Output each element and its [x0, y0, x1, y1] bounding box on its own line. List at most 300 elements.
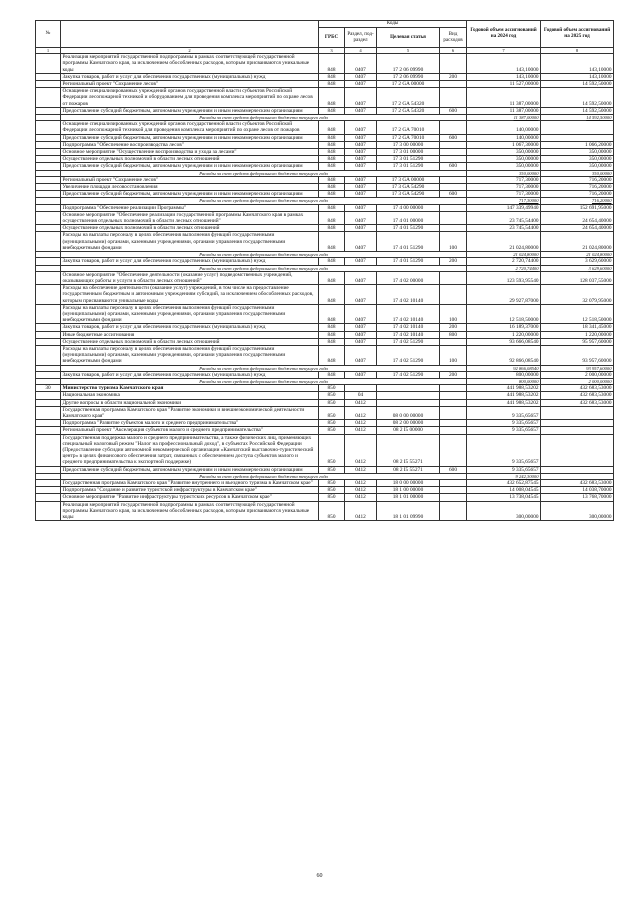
table-row [36, 149, 614, 156]
expense-name: Реализация мероприятий государственной подпрограммы в рамках соответствующей государственной программы Камчатского края, за исключением обособленных расходов, которым присваиваются уникальные коды [61, 501, 319, 521]
amount-2024: 350,00000 [467, 170, 541, 176]
expense-name: Иные бюджетные ассигнования [61, 331, 319, 338]
amount-2025: 128 037,55000 [541, 271, 614, 284]
row-num-cell [36, 406, 61, 419]
table-row [36, 81, 614, 88]
table-row [36, 466, 614, 473]
table-row [36, 331, 614, 338]
amount-2024: 92 866,08540 [467, 345, 541, 365]
article-code: 17 2 GA 70010 [377, 121, 440, 134]
section-code: 0407 [345, 107, 377, 114]
expense-type-code [440, 141, 467, 148]
row-num-cell [36, 392, 61, 399]
section-code: 0407 [345, 285, 377, 305]
section-code: 0407 [345, 211, 377, 224]
amount-2025: 3 629,60000 [541, 258, 614, 265]
grbs-code: 850 [319, 420, 345, 427]
row-num-cell [36, 211, 61, 224]
expense-name: Закупка товаров, работ и услуг для обеспечения государственных (муниципальных) нужд [61, 258, 319, 265]
amount-2024: 29 927,87000 [467, 285, 541, 305]
table-row [36, 211, 614, 224]
grbs-code: 850 [319, 434, 345, 466]
amount-2024: 9 335,65657 [467, 427, 541, 434]
amount-2025 [541, 121, 614, 134]
amount-2024: 441 988,53202 [467, 385, 541, 392]
article-code: 17 4 01 51290 [377, 232, 440, 252]
expense-type-code: 200 [440, 258, 467, 265]
article-code: 17 2 GA 54320 [377, 88, 440, 108]
article-code: 17 4 02 51290 [377, 338, 440, 345]
amount-2024: 140,00000 [467, 121, 541, 134]
table-row [36, 480, 614, 487]
expense-name: Подпрограмма "Развитие субъектов малого и среднего предпринимательства" [61, 420, 319, 427]
expense-type-code [440, 176, 467, 183]
row-num-cell [36, 204, 61, 211]
expense-type-code [440, 156, 467, 163]
row-num-cell: 30 [36, 385, 61, 392]
federal-funds-label: Расходы за счет средств федерального бюджета текущего года [61, 378, 467, 384]
amount-2025 [541, 427, 614, 434]
section-code: 0412 [345, 480, 377, 487]
row-num-cell [36, 176, 61, 183]
amount-2024: 350,00000 [467, 149, 541, 156]
expense-name: Оснащение специализированных учреждений органов государственной власти субъектов Российской Федерации лесопожарной техникой и оборудованием для проведения комплекса мероприятий по охране лесов от пожаров [61, 88, 319, 108]
amount-2024: 11 527,00000 [467, 81, 541, 88]
expense-type-code [440, 121, 467, 134]
amount-2025: 300,00000 [541, 501, 614, 521]
section-code: 0407 [345, 54, 377, 74]
expense-name: Государственная программа Камчатского края "Развитие внутреннего и въездного туризма в Камчатском крае" [61, 480, 319, 487]
federal-funds-label: Расходы за счет средств федерального бюджета текущего года [61, 252, 467, 258]
article-code: 17 2 GA 00000 [377, 81, 440, 88]
article-code: 17 4 01 51290 [377, 258, 440, 265]
expense-type-code: 200 [440, 324, 467, 331]
table-row [36, 399, 614, 406]
article-code [377, 399, 440, 406]
budget-table [35, 20, 614, 521]
amount-2025: 12 518,50000 [541, 304, 614, 324]
expense-type-code [440, 204, 467, 211]
table-row [36, 156, 614, 163]
grbs-code: 848 [319, 141, 345, 148]
amount-2025: 432 683,53000 [541, 392, 614, 399]
grbs-code: 848 [319, 338, 345, 345]
section-code [345, 385, 377, 392]
expense-name: Предоставление субсидий бюджетным, автономным учреждениям и иным некоммерческим организациям [61, 134, 319, 141]
article-code: 17 4 01 51290 [377, 225, 440, 232]
expense-name: Оснащение специализированных учреждений органов государственной власти субъектов Российской Федерации лесопожарной техникой для проведения комплекса мероприятий по охране лесов от пожаров [61, 121, 319, 134]
amount-2024: 717,30000 [467, 184, 541, 191]
amount-2025: 350,00000 [541, 170, 614, 176]
amount-2025: 716,20000 [541, 191, 614, 198]
section-code: 0407 [345, 204, 377, 211]
section-code: 0407 [345, 163, 377, 170]
row-num-cell [36, 121, 61, 134]
article-code: 17 4 02 10140 [377, 324, 440, 331]
grbs-code: 850 [319, 480, 345, 487]
grbs-code: 848 [319, 88, 345, 108]
amount-2024: 21 024,80000 [467, 232, 541, 252]
amount-2025: 143,10000 [541, 54, 614, 74]
section-code: 0407 [345, 324, 377, 331]
grbs-code: 850 [319, 406, 345, 419]
amount-2024: 140,00000 [467, 134, 541, 141]
article-code: 17 4 02 51290 [377, 345, 440, 365]
amount-2025: 14 592,50000 [541, 115, 614, 121]
grbs-code: 850 [319, 392, 345, 399]
section-code: 0407 [345, 184, 377, 191]
grbs-code: 848 [319, 163, 345, 170]
row-num-cell [36, 271, 61, 284]
article-code: 18 1 00 00000 [377, 487, 440, 494]
amount-2025: 350,00000 [541, 163, 614, 170]
amount-2024: 350,00000 [467, 163, 541, 170]
expense-type-code: 200 [440, 73, 467, 80]
federal-funds-label: Расходы за счет средств федерального бюджета текущего года [61, 365, 467, 371]
expense-name: Основное мероприятие "Обеспечение деятельности (оказание услуг) подведомственных учреждений, оказывающих работы и услуги в области лесных отношений" [61, 271, 319, 284]
row-num-cell [36, 54, 61, 74]
article-code: 17 2 GA 70010 [377, 134, 440, 141]
grbs-code: 848 [319, 121, 345, 134]
article-code: 17 4 02 10140 [377, 304, 440, 324]
section-code: 0407 [345, 156, 377, 163]
expense-type-code [440, 501, 467, 521]
article-code: 17 4 02 00000 [377, 271, 440, 284]
article-code: 17 4 00 00000 [377, 204, 440, 211]
row-num-cell [36, 163, 61, 170]
section-code: 0412 [345, 399, 377, 406]
expense-type-code: 600 [440, 134, 467, 141]
section-code: 0412 [345, 501, 377, 521]
article-code: 17 3 00 00000 [377, 141, 440, 148]
amount-2025 [541, 420, 614, 427]
expense-type-code: 600 [440, 163, 467, 170]
grbs-code: 848 [319, 134, 345, 141]
article-code: 17 4 02 51290 [377, 371, 440, 378]
expense-name: Увеличение площади лесовосстановления [61, 184, 319, 191]
amount-2025: 13 768,70000 [541, 494, 614, 501]
expense-type-code [440, 494, 467, 501]
table-row [36, 73, 614, 80]
expense-name: Региональный проект "Акселерация субъектов малого и среднего предпринимательства" [61, 427, 319, 434]
row-num-cell [36, 156, 61, 163]
expense-name: Предоставление субсидий бюджетным, автономным учреждениям и иным некоммерческим организациям [61, 466, 319, 473]
article-code: 17 3 01 51290 [377, 163, 440, 170]
expense-type-code [440, 427, 467, 434]
grbs-code: 848 [319, 258, 345, 265]
table-row [36, 494, 614, 501]
amount-2025: 716,20000 [541, 176, 614, 183]
expense-type-code [440, 285, 467, 305]
amount-2025: 350,00000 [541, 156, 614, 163]
grbs-code: 848 [319, 54, 345, 74]
amount-2024: 11 387,00000 [467, 107, 541, 114]
expense-name: Подпрограмма "Обеспечение реализации Программы" [61, 204, 319, 211]
amount-2025: 1 220,00000 [541, 331, 614, 338]
amount-2025: 14 038,70000 [541, 487, 614, 494]
row-num-cell [36, 466, 61, 473]
amount-2024: 300,00000 [467, 501, 541, 521]
expense-name: Предоставление субсидий бюджетным, автономным учреждениям и иным некоммерческим организациям [61, 163, 319, 170]
ministry-row [36, 385, 614, 392]
amount-2024: 13 738,04545 [467, 494, 541, 501]
header-codes: Коды [319, 21, 467, 28]
amount-2024: 21 024,80000 [467, 252, 541, 258]
table-row [36, 501, 614, 521]
expense-type-code: 100 [440, 304, 467, 324]
expense-name: Осуществление отдельных полномочий в области лесных отношений [61, 156, 319, 163]
amount-2024: 9 335,65657 [467, 406, 541, 419]
row-num-cell [36, 331, 61, 338]
amount-2025: 432 683,53000 [541, 385, 614, 392]
section-code: 0407 [345, 258, 377, 265]
grbs-code: 848 [319, 225, 345, 232]
expense-type-code [440, 184, 467, 191]
amount-2024: 123 593,95540 [467, 271, 541, 284]
section-code: 0407 [345, 232, 377, 252]
table-row [36, 204, 614, 211]
grbs-code: 848 [319, 176, 345, 183]
row-num-cell [36, 88, 61, 108]
amount-2025: 24 654,40000 [541, 225, 614, 232]
grbs-code: 850 [319, 385, 345, 392]
grbs-code: 848 [319, 107, 345, 114]
section-code: 0412 [345, 427, 377, 434]
column-number: 7 [467, 48, 541, 54]
header-grbs: ГРБС [319, 28, 345, 48]
row-num-cell [36, 304, 61, 324]
table-row [36, 191, 614, 198]
expense-type-code [440, 399, 467, 406]
amount-2025 [541, 466, 614, 473]
amount-2025: 1 066,20000 [541, 141, 614, 148]
amount-2025: 350,00000 [541, 149, 614, 156]
table-row [36, 406, 614, 419]
amount-2024: 1 220,00000 [467, 331, 541, 338]
budget-sheet [35, 20, 613, 521]
expense-name: Государственная программа Камчатского края "Развитие экономики и внешнеэкономической деятельности Камчатского края" [61, 406, 319, 419]
row-num-cell [36, 494, 61, 501]
expense-type-code: 200 [440, 371, 467, 378]
expense-type-code: 600 [440, 466, 467, 473]
grbs-code: 850 [319, 494, 345, 501]
amount-2025 [541, 406, 614, 419]
expense-name: Закупка товаров, работ и услуг для обеспечения государственных (муниципальных) нужд [61, 371, 319, 378]
row-num-cell [36, 285, 61, 305]
grbs-code: 848 [319, 149, 345, 156]
table-row [36, 107, 614, 114]
amount-2024: 717,30000 [467, 198, 541, 204]
expense-type-code [440, 480, 467, 487]
section-code: 0407 [345, 345, 377, 365]
section-code: 0412 [345, 420, 377, 427]
amount-2025: 152 691,95000 [541, 204, 614, 211]
amount-2025: 95 957,60000 [541, 338, 614, 345]
amount-2025: 14 592,50000 [541, 88, 614, 108]
expense-name: Закупка товаров, работ и услуг для обеспечения государственных (муниципальных) нужд [61, 73, 319, 80]
grbs-code: 848 [319, 271, 345, 284]
row-num-cell [36, 345, 61, 365]
table-row [36, 134, 614, 141]
expense-type-code [440, 54, 467, 74]
row-num-cell [36, 232, 61, 252]
table-body [36, 54, 614, 521]
amount-2024: 800,00000 [467, 371, 541, 378]
section-code: 0407 [345, 73, 377, 80]
header-article: Целевая статья [377, 28, 440, 48]
grbs-code: 848 [319, 232, 345, 252]
expense-type-code [440, 81, 467, 88]
article-code: 08 2 00 00000 [377, 420, 440, 427]
amount-2025: 716,20000 [541, 184, 614, 191]
section-code: 0412 [345, 466, 377, 473]
table-row [36, 487, 614, 494]
article-code: 17 3 GA 54290 [377, 191, 440, 198]
grbs-code: 848 [319, 345, 345, 365]
grbs-code: 850 [319, 427, 345, 434]
federal-funds-label: Расходы за счет средств федерального бюджета текущего года [61, 265, 467, 271]
article-code [377, 392, 440, 399]
section-code: 0407 [345, 331, 377, 338]
grbs-code: 850 [319, 487, 345, 494]
section-code: 0412 [345, 406, 377, 419]
grbs-code: 848 [319, 324, 345, 331]
amount-2024: 147 339,49940 [467, 204, 541, 211]
expense-name: Министерство туризма Камчатского края [61, 385, 319, 392]
page-number: 60 [316, 873, 323, 879]
article-code: 17 2 06 09990 [377, 73, 440, 80]
amount-2024: 9 335,65657 [467, 420, 541, 427]
expense-name: Основное мероприятие "Осуществление воспроизводства и ухода за лесами" [61, 149, 319, 156]
table-row [36, 271, 614, 284]
header-num: № [36, 21, 61, 48]
expense-name: Региональный проект "Сохранение лесов" [61, 81, 319, 88]
column-number: 3 [319, 48, 345, 54]
amount-2025 [541, 134, 614, 141]
amount-2024: 143,10000 [467, 54, 541, 74]
row-num-cell [36, 149, 61, 156]
expense-type-code: 100 [440, 345, 467, 365]
amount-2025: 14 592,50000 [541, 107, 614, 114]
amount-2024: 143,10000 [467, 73, 541, 80]
amount-2024: 9 242,30000 [467, 473, 541, 479]
amount-2025: 32 079,95000 [541, 285, 614, 305]
expense-name: Другие вопросы в области национальной экономики [61, 399, 319, 406]
table-row [36, 285, 614, 305]
amount-2024: 93 666,08540 [467, 338, 541, 345]
article-code: 17 3 GA 00000 [377, 176, 440, 183]
article-code: 17 2 06 09990 [377, 54, 440, 74]
federal-funds-label: Расходы за счет средств федерального бюджета текущего года [61, 198, 467, 204]
expense-type-code [440, 392, 467, 399]
column-number: 6 [440, 48, 467, 54]
grbs-code: 848 [319, 204, 345, 211]
amount-2024: 92 866,08540 [467, 365, 541, 371]
article-code: 08 2 I5 55271 [377, 434, 440, 466]
expense-name: Основное мероприятие "Обеспечение реализации государственной программы Камчатского края в рамках осуществления отдельных полномочий в области лесных отношений" [61, 211, 319, 224]
amount-2025: 432 683,53000 [541, 399, 614, 406]
grbs-code: 848 [319, 81, 345, 88]
expense-name: Расходы на выплаты персоналу в целях обеспечения выполнения функций государственными (муниципальными) органами, казенными учреждениями, органами управления государственными внебюджетными фондами [61, 304, 319, 324]
table-row [36, 232, 614, 252]
expense-name: Национальная экономика [61, 392, 319, 399]
article-code: 17 4 01 00000 [377, 211, 440, 224]
section-code: 0407 [345, 225, 377, 232]
amount-2024: 717,30000 [467, 176, 541, 183]
section-code: 0407 [345, 121, 377, 134]
expense-name: Региональный проект "Сохранение лесов" [61, 176, 319, 183]
section-code: 0412 [345, 434, 377, 466]
table-row [36, 54, 614, 74]
expense-name: Расходы на обеспечение деятельности (оказание услуг) учреждений, в том числе на предоставление государственным бюджетным и автономным учреждениям субсидий, за исключением обособленных расходов, которым присваиваются уникальные коды [61, 285, 319, 305]
section-code: 0407 [345, 149, 377, 156]
section-code: 0407 [345, 371, 377, 378]
grbs-code: 848 [319, 371, 345, 378]
row-num-cell [36, 427, 61, 434]
section-code: 0412 [345, 487, 377, 494]
column-number: 4 [345, 48, 377, 54]
row-num-cell [36, 107, 61, 114]
article-code: 17 3 01 00000 [377, 149, 440, 156]
table-row [36, 434, 614, 466]
section-code: 04 [345, 392, 377, 399]
row-num-cell [36, 184, 61, 191]
grbs-code: 848 [319, 191, 345, 198]
article-code: 17 4 02 10140 [377, 285, 440, 305]
article-code: 17 4 02 10140 [377, 331, 440, 338]
amount-2025 [541, 434, 614, 466]
amount-2025: 93 957,60000 [541, 345, 614, 365]
expense-name: Расходы на выплаты персоналу в целях обеспечения выполнения функций государственными (муниципальными) органами, казенными учреждениями, органами управления государственными внебюджетными фондами [61, 345, 319, 365]
section-code: 0407 [345, 141, 377, 148]
row-num-cell [36, 225, 61, 232]
section-code: 0407 [345, 176, 377, 183]
table-row [36, 121, 614, 134]
expense-type-code [440, 434, 467, 466]
row-num-cell [36, 338, 61, 345]
amount-2025: 716,20000 [541, 198, 614, 204]
amount-2025: 21 024,80000 [541, 232, 614, 252]
amount-2024: 1 067,30000 [467, 141, 541, 148]
column-number: 5 [377, 48, 440, 54]
article-code: 18 1 01 09990 [377, 501, 440, 521]
table-row [36, 163, 614, 170]
table-header [36, 21, 614, 54]
expense-type-code: 100 [440, 232, 467, 252]
amount-2025: 14 592,50000 [541, 81, 614, 88]
grbs-code: 850 [319, 501, 345, 521]
row-num-cell [36, 487, 61, 494]
federal-funds-label: Расходы за счет средств федерального бюджета текущего года [61, 115, 467, 121]
table-row [36, 176, 614, 183]
amount-2024: 2 720,74400 [467, 265, 541, 271]
amount-2024: 441 988,53202 [467, 392, 541, 399]
row-num-cell [36, 258, 61, 265]
row-num-cell [36, 480, 61, 487]
expense-name: Расходы на выплаты персоналу в целях обеспечения выполнения функций государственными (муниципальными) органами, казенными учреждениями, органами управления государственными внебюджетными фондами [61, 232, 319, 252]
expense-name: Осуществление отдельных полномочий в области лесных отношений [61, 338, 319, 345]
grbs-code: 848 [319, 304, 345, 324]
table-row [36, 184, 614, 191]
grbs-code: 848 [319, 184, 345, 191]
amount-2025: 21 024,80000 [541, 252, 614, 258]
grbs-code: 848 [319, 211, 345, 224]
expense-type-code [440, 420, 467, 427]
table-row [36, 420, 614, 427]
grbs-code: 848 [319, 285, 345, 305]
article-code: 17 3 01 51290 [377, 156, 440, 163]
row-num-cell [36, 434, 61, 466]
